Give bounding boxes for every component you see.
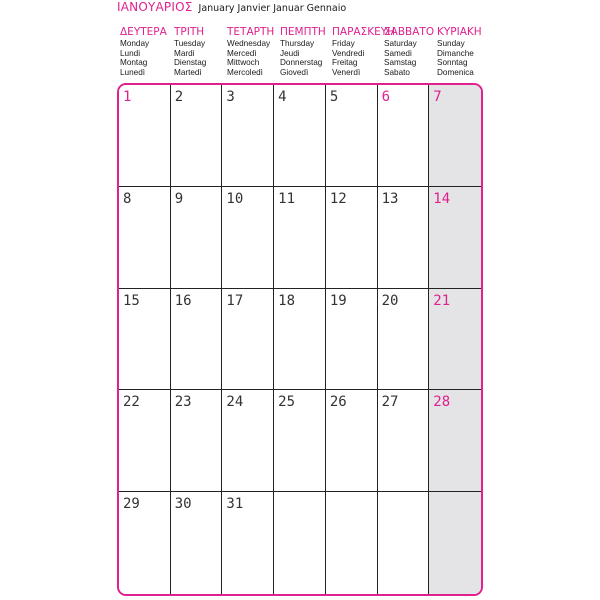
day-number: 17 [226, 292, 244, 309]
day-cell [274, 289, 326, 391]
day-cell [326, 289, 378, 391]
calendar-grid-cells [119, 85, 481, 594]
day-name-french: Dimanche [437, 48, 474, 58]
empty-day-cell [274, 492, 326, 594]
day-number: 8 [123, 190, 132, 207]
day-number: 25 [278, 394, 295, 411]
calendar-grid [117, 83, 483, 596]
day-name-german: Mittwoch [227, 58, 260, 68]
day-cell [429, 85, 481, 187]
day-header-friday [332, 26, 396, 77]
day-name-english: Friday [332, 39, 355, 48]
day-name-french: Lundi [120, 48, 141, 58]
day-number: 20 [381, 292, 399, 309]
month-title-greek: ΙΑΝΟΥΑΡΙΟΣ [117, 0, 193, 14]
day-cell [378, 390, 430, 492]
day-name-greek: ΚΥΡΙΑΚΗ [437, 26, 482, 38]
day-name-french: Jeudi [280, 48, 300, 58]
day-header-monday [120, 26, 172, 77]
day-number: 27 [381, 394, 399, 411]
day-cell [171, 187, 223, 289]
day-cell [326, 187, 378, 289]
day-number: 23 [174, 394, 192, 411]
day-number: 12 [329, 190, 347, 207]
day-cell [119, 187, 171, 289]
day-name-italian: Lunedì [120, 67, 146, 77]
day-cell [326, 85, 378, 187]
day-number: 21 [433, 292, 451, 309]
day-name-german: Samstag [384, 58, 417, 68]
day-cell [222, 390, 274, 492]
day-name-greek: ΤΡΙΤΗ [174, 26, 205, 38]
day-cell [378, 187, 430, 289]
day-number: 19 [329, 292, 347, 309]
day-number: 13 [381, 190, 399, 207]
day-name-french: Mercedì [227, 48, 257, 58]
day-name-german: Donnerstag [280, 58, 323, 68]
day-name-french: Samedi [384, 48, 412, 58]
day-cell [429, 187, 481, 289]
day-name-french: Vendredi [332, 48, 365, 58]
empty-day-cell [429, 492, 481, 594]
day-name-italian: Martedì [174, 67, 202, 77]
empty-day-cell [326, 492, 378, 594]
day-number: 2 [174, 89, 184, 105]
day-number: 31 [226, 496, 244, 513]
day-cell [429, 289, 481, 391]
day-name-french: Mardi [174, 48, 195, 58]
day-number: 30 [174, 496, 192, 513]
day-name-italian: Venerdì [332, 67, 361, 77]
day-header-sunday [437, 26, 489, 77]
day-cell [326, 390, 378, 492]
day-cell [378, 85, 430, 187]
day-number: 14 [433, 190, 451, 207]
day-header-tuesday [174, 26, 226, 77]
day-name-italian: Domenica [437, 67, 474, 77]
day-number: 7 [433, 89, 442, 105]
day-number: 15 [123, 292, 140, 309]
day-cell [119, 289, 171, 391]
day-cell [171, 289, 223, 391]
day-cell [119, 390, 171, 492]
day-name-italian: Giovedì [280, 67, 309, 77]
day-cell [119, 492, 171, 594]
day-name-greek: ΠΕΜΠΤΗ [280, 26, 326, 38]
day-cell [222, 289, 274, 391]
day-number: 28 [433, 394, 451, 411]
day-cell [274, 187, 326, 289]
day-number: 3 [226, 89, 235, 105]
day-number: 26 [329, 394, 347, 411]
day-cell [274, 85, 326, 187]
day-name-english: Saturday [384, 39, 417, 48]
day-name-english: Monday [120, 39, 150, 48]
month-title [117, 0, 346, 18]
day-number: 5 [329, 89, 339, 105]
day-header-thursday [280, 26, 332, 77]
day-cell [274, 390, 326, 492]
day-name-german: Freitag [332, 58, 358, 68]
day-name-german: Dienstag [174, 58, 207, 68]
day-cell [171, 390, 223, 492]
day-number: 1 [123, 89, 132, 105]
day-name-english: Tuesday [174, 39, 206, 48]
day-header-saturday [384, 26, 436, 77]
day-number: 6 [381, 89, 390, 105]
day-number: 9 [174, 190, 184, 207]
day-number: 29 [123, 496, 140, 513]
day-name-greek: ΣΑΒΒΑΤΟ [384, 26, 435, 38]
day-name-english: Sunday [437, 39, 465, 48]
day-number: 22 [123, 394, 140, 411]
day-cell [222, 85, 274, 187]
day-name-italian: Sabato [384, 67, 410, 77]
day-cell [222, 187, 274, 289]
day-name-english: Thursday [280, 39, 315, 48]
day-name-greek: ΤΕΤΑΡΤΗ [227, 26, 275, 38]
day-number: 11 [278, 190, 295, 207]
day-name-german: Montag [120, 58, 148, 68]
day-cell [378, 289, 430, 391]
day-number: 18 [278, 292, 295, 309]
month-title-translations: January Janvier Januar Gennaio [198, 3, 347, 14]
day-header-wednesday [227, 26, 279, 77]
day-cell [222, 492, 274, 594]
day-name-greek: ΠΑΡΑΣΚΕΥΗ [332, 26, 396, 38]
day-name-english: Wednesday [227, 39, 271, 48]
day-cell [171, 85, 223, 187]
day-name-greek: ΔΕΥΤΕΡΑ [120, 26, 167, 38]
day-cell [171, 492, 223, 594]
day-number: 4 [278, 89, 287, 105]
day-name-italian: Mercoledì [227, 67, 263, 77]
day-number: 10 [226, 190, 244, 207]
day-number: 16 [174, 292, 192, 309]
day-number: 24 [226, 394, 244, 411]
empty-day-cell [378, 492, 430, 594]
day-cell [429, 390, 481, 492]
day-cell [119, 85, 171, 187]
day-name-german: Sonntag [437, 58, 468, 68]
